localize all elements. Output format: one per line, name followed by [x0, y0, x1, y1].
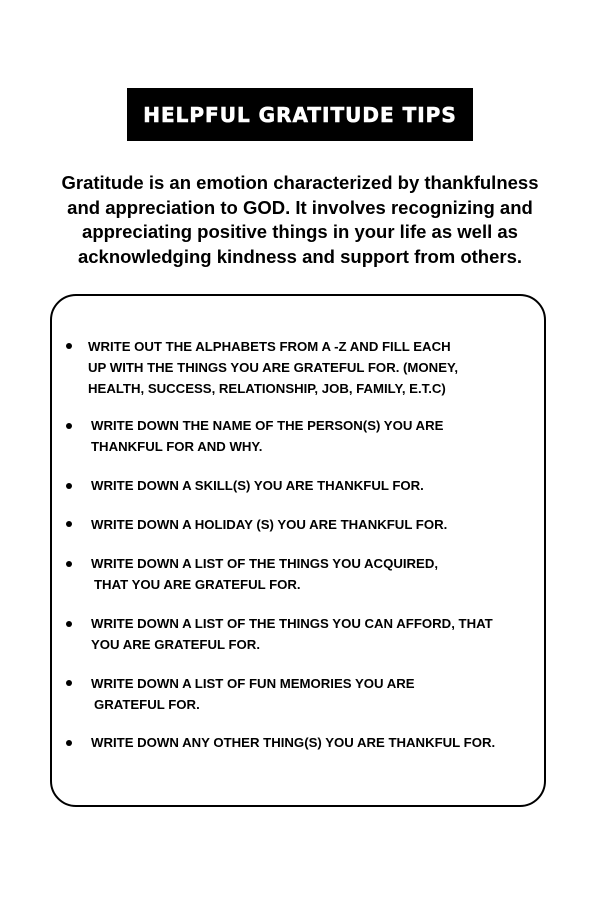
tip-line: WRITE DOWN A LIST OF THE THINGS YOU ACQUIRED, — [91, 556, 439, 571]
intro-line: Gratitude is an emotion characterized by thankfulness — [61, 172, 539, 193]
intro-line: acknowledging kindness and support from others. — [77, 245, 523, 267]
tip-item-skill — [91, 475, 424, 496]
tip-item-person — [91, 415, 443, 457]
intro-paragraph — [40, 171, 560, 269]
tip-line: WRITE DOWN A SKILL(S) YOU ARE THANKFUL FOR. — [91, 478, 424, 493]
bullet-icon — [66, 521, 72, 527]
tip-line: YOU ARE GRATEFUL FOR. — [91, 637, 260, 652]
tip-item-memories — [91, 673, 415, 715]
tip-item-afford — [91, 613, 493, 655]
tip-line: UP WITH THE THINGS YOU ARE GRATEFUL FOR. (MONEY, — [88, 360, 458, 375]
bullet-icon — [66, 483, 72, 489]
tip-item-alphabets — [88, 336, 458, 399]
bullet-icon — [66, 561, 72, 567]
tip-item-acquired — [91, 553, 438, 595]
bullet-icon — [66, 680, 72, 686]
tip-line: THANKFUL FOR AND WHY. — [91, 439, 263, 454]
tip-item-other — [91, 732, 495, 753]
tip-line: THAT YOU ARE GRATEFUL FOR. — [94, 577, 301, 592]
tip-line: WRITE DOWN A LIST OF FUN MEMORIES YOU ARE — [91, 676, 415, 691]
tip-line: WRITE OUT THE ALPHABETS FROM A -Z AND FILL EACH — [88, 339, 451, 354]
tip-line: WRITE DOWN A LIST OF THE THINGS YOU CAN AFFORD, THAT — [91, 616, 493, 631]
tip-item-holiday — [91, 514, 447, 535]
bullet-icon — [66, 423, 72, 429]
intro-line: and appreciation to GOD. It involves recognizing and — [67, 196, 533, 218]
bullet-icon — [66, 343, 72, 349]
intro-line: appreciating positive things in your life as well as — [82, 221, 518, 242]
tip-line: WRITE DOWN ANY OTHER THING(S) YOU ARE THANKFUL FOR. — [91, 735, 496, 750]
page-title-text: HELPFUL GRATITUDE TIPS — [143, 102, 457, 127]
page-title — [127, 88, 473, 141]
bullet-icon — [66, 740, 72, 746]
tip-line: GRATEFUL FOR. — [94, 697, 200, 712]
bullet-icon — [66, 621, 72, 627]
tip-line: WRITE DOWN A HOLIDAY (S) YOU ARE THANKFUL FOR. — [91, 517, 448, 532]
tip-line: WRITE DOWN THE NAME OF THE PERSON(S) YOU ARE — [91, 418, 444, 433]
tip-line: HEALTH, SUCCESS, RELATIONSHIP, JOB, FAMILY, E.T.C) — [88, 381, 446, 396]
